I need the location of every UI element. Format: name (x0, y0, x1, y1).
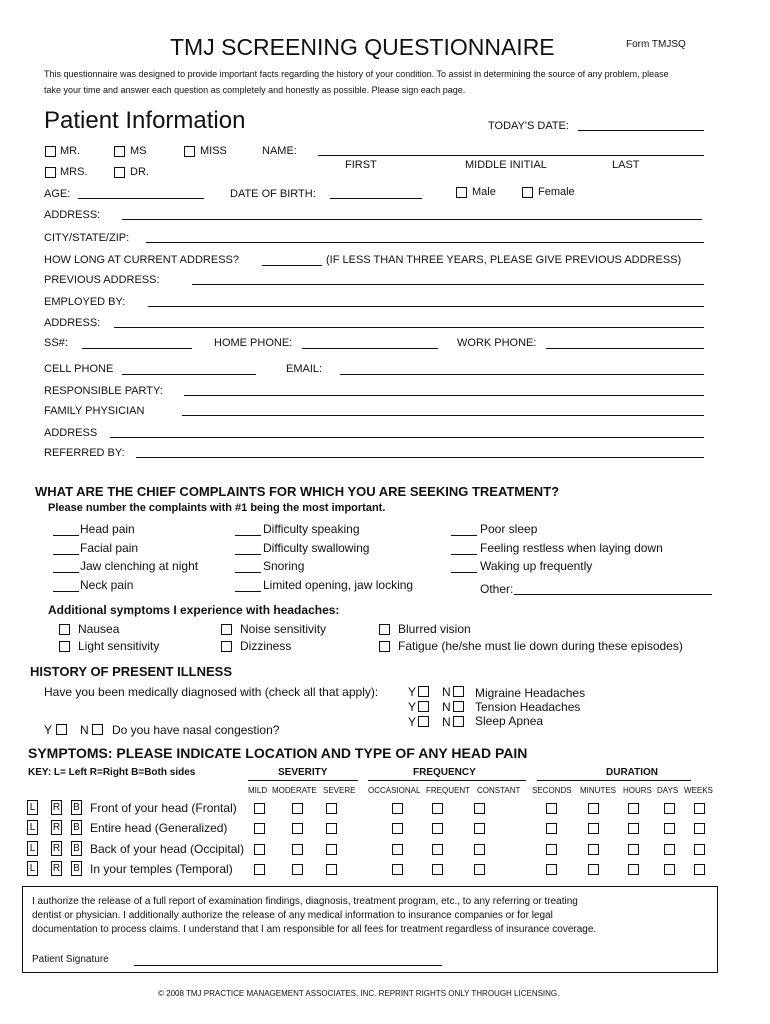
responsible-field[interactable] (184, 395, 704, 396)
complaint-blank[interactable] (53, 554, 79, 555)
address-label: ADDRESS: (44, 209, 101, 221)
side-l-box[interactable]: L (27, 800, 38, 815)
how-long-field[interactable] (262, 265, 322, 266)
symptom-checkbox[interactable] (474, 823, 485, 834)
symptom-checkbox[interactable] (588, 864, 599, 875)
ss-label: SS#: (44, 337, 68, 349)
dizziness-checkbox[interactable] (221, 641, 232, 652)
n-label: N (80, 723, 89, 737)
symptom-checkbox[interactable] (326, 823, 337, 834)
physician-label: FAMILY PHYSICIAN (44, 405, 145, 417)
nausea-label: Nausea (78, 622, 120, 636)
complaint-blank[interactable] (53, 591, 79, 592)
side-r-box[interactable]: R (52, 822, 61, 833)
symptom-checkbox[interactable] (694, 823, 705, 834)
tension-yes-checkbox[interactable] (418, 701, 429, 712)
male-checkbox[interactable] (456, 187, 467, 198)
name-middle-caption: MIDDLE INITIAL (465, 159, 547, 171)
title-ms-checkbox[interactable] (114, 146, 125, 157)
y-label: Y (408, 685, 417, 699)
col-minutes: MINUTES (580, 786, 616, 795)
symptom-location-label: Front of your head (Frontal) (90, 801, 237, 815)
prev-address-field[interactable] (192, 284, 704, 285)
migraine-no-checkbox[interactable] (453, 686, 464, 697)
severity-underline (248, 780, 358, 781)
blurred-vision-checkbox[interactable] (379, 624, 390, 635)
dob-field[interactable] (330, 198, 422, 199)
city-field[interactable] (146, 242, 704, 243)
side-r-box[interactable]: R (52, 843, 61, 854)
intro-line-2: take your time and answer each question as completely and honestly as possible. Please sign each page. (44, 85, 466, 95)
diagnosed-question: Have you been medically diagnosed with (check all that apply): (44, 685, 379, 699)
symptom-checkbox[interactable] (254, 823, 265, 834)
symptom-checkbox[interactable] (392, 823, 403, 834)
ss-field[interactable] (82, 348, 192, 349)
symptom-checkbox[interactable] (628, 844, 639, 855)
noise-sensitivity-label: Noise sensitivity (240, 622, 327, 636)
nasal-no-checkbox[interactable] (92, 724, 103, 735)
history-title: HISTORY OF PRESENT ILLNESS (30, 664, 233, 679)
symptom-checkbox[interactable] (392, 844, 403, 855)
title-mr-checkbox[interactable] (45, 146, 56, 157)
col-moderate: MODERATE (272, 786, 317, 795)
complaint-label: Difficulty swallowing (263, 541, 370, 555)
symptom-location-label: Back of your head (Occipital) (90, 842, 245, 856)
complaint-label: Facial pain (80, 541, 139, 555)
complaint-blank[interactable] (53, 535, 79, 536)
symptom-checkbox[interactable] (664, 844, 675, 855)
name-first-caption: FIRST (345, 159, 377, 171)
title-dr-label: DR. (130, 166, 149, 178)
side-r-box[interactable]: R (52, 802, 61, 813)
light-sensitivity-checkbox[interactable] (59, 641, 70, 652)
n-label: N (442, 715, 451, 729)
side-b-box[interactable]: B (71, 841, 82, 856)
diagnosis-label: Tension Headaches (475, 700, 581, 714)
address3-field[interactable] (110, 437, 704, 438)
symptom-checkbox[interactable] (292, 844, 303, 855)
col-mild: MILD (248, 786, 268, 795)
symptom-checkbox[interactable] (694, 844, 705, 855)
symptom-checkbox[interactable] (628, 803, 639, 814)
complaint-blank[interactable] (451, 572, 477, 573)
complaint-label: Jaw clenching at night (80, 559, 199, 573)
complaint-label: Feeling restless when laying down (480, 541, 663, 555)
intro-line-1: This questionnaire was designed to provide important facts regarding the history of your condition. To assist in determining the source of any problem, please (44, 69, 669, 79)
symptom-checkbox[interactable] (254, 864, 265, 875)
signature-field[interactable] (134, 965, 442, 966)
nasal-yes-checkbox[interactable] (56, 724, 67, 735)
complaint-blank[interactable] (451, 535, 477, 536)
symptom-location-label: In your temples (Temporal) (90, 862, 233, 876)
symptom-checkbox[interactable] (432, 844, 443, 855)
male-label: Male (472, 186, 496, 198)
col-frequent: FREQUENT (426, 786, 470, 795)
duration-header: DURATION (606, 767, 659, 778)
complaints-title: WHAT ARE THE CHIEF COMPLAINTS FOR WHICH YOU ARE SEEKING TREATMENT? (35, 484, 560, 499)
symptom-checkbox[interactable] (432, 823, 443, 834)
side-b-box[interactable]: B (71, 800, 82, 815)
home-phone-label: HOME PHONE: (214, 337, 293, 349)
todays-date-field[interactable] (578, 130, 704, 131)
col-occasional: OCCASIONAL (368, 786, 421, 795)
col-seconds: SECONDS (532, 786, 572, 795)
symptom-checkbox[interactable] (292, 864, 303, 875)
side-r-box[interactable]: R (52, 863, 61, 874)
symptom-checkbox[interactable] (432, 864, 443, 875)
complaint-label: Poor sleep (480, 522, 538, 536)
copyright-footer: © 2008 TMJ PRACTICE MANAGEMENT ASSOCIATES, INC. REPRINT RIGHTS ONLY THROUGH LICENSING. (158, 989, 560, 998)
prev-address-label: PREVIOUS ADDRESS: (44, 274, 160, 286)
side-l-box[interactable]: L (27, 841, 38, 856)
how-long-note: (IF LESS THAN THREE YEARS, PLEASE GIVE PREVIOUS ADDRESS) (326, 254, 682, 266)
y-label: Y (408, 700, 417, 714)
page-title: TMJ SCREENING QUESTIONNAIRE (170, 34, 555, 60)
responsible-label: RESPONSIBLE PARTY: (44, 385, 163, 397)
complaint-label: Neck pain (80, 578, 134, 592)
symptom-checkbox[interactable] (326, 844, 337, 855)
referred-field[interactable] (136, 457, 704, 458)
diagnosis-label: Sleep Apnea (475, 714, 544, 728)
symptom-checkbox[interactable] (546, 844, 557, 855)
symptom-checkbox[interactable] (326, 864, 337, 875)
symptom-checkbox[interactable] (546, 864, 557, 875)
employed-field[interactable] (148, 306, 704, 307)
address-field[interactable] (122, 219, 702, 220)
complaint-blank[interactable] (53, 572, 79, 573)
frequency-header: FREQUENCY (413, 767, 476, 778)
fatigue-checkbox[interactable] (379, 641, 390, 652)
nasal-question: Do you have nasal congestion? (112, 723, 280, 737)
complaint-blank[interactable] (235, 572, 261, 573)
symptom-checkbox[interactable] (546, 803, 557, 814)
title-dr-checkbox[interactable] (114, 167, 125, 178)
complaint-label: Limited opening, jaw locking (263, 578, 414, 592)
employed-label: EMPLOYED BY: (44, 296, 126, 308)
form-code: Form TMJSQ (626, 39, 686, 50)
symptom-checkbox[interactable] (694, 864, 705, 875)
symptom-checkbox[interactable] (254, 803, 265, 814)
symptom-checkbox[interactable] (664, 803, 675, 814)
side-b-box[interactable]: B (71, 820, 82, 835)
symptom-checkbox[interactable] (628, 823, 639, 834)
fatigue-label: Fatigue (he/she must lie down during these episodes) (398, 639, 683, 653)
complaint-other-field[interactable] (514, 594, 712, 595)
n-label: N (442, 700, 451, 714)
complaint-blank[interactable] (235, 535, 261, 536)
female-checkbox[interactable] (522, 187, 533, 198)
complaint-label: Difficulty speaking (263, 522, 360, 536)
complaint-blank[interactable] (235, 554, 261, 555)
symptom-checkbox[interactable] (588, 844, 599, 855)
side-l-box[interactable]: L (27, 820, 38, 835)
complaint-blank[interactable] (451, 554, 477, 555)
col-days: DAYS (657, 786, 679, 795)
y-label: Y (44, 723, 53, 737)
home-phone-field[interactable] (302, 348, 438, 349)
migraine-yes-checkbox[interactable] (418, 686, 429, 697)
address3-label: ADDRESS (44, 427, 98, 439)
address2-label: ADDRESS: (44, 317, 101, 329)
severity-header: SEVERITY (278, 767, 328, 778)
dizziness-label: Dizziness (240, 639, 292, 653)
cell-label: CELL PHONE (44, 363, 114, 375)
nausea-checkbox[interactable] (59, 624, 70, 635)
symptom-checkbox[interactable] (474, 844, 485, 855)
city-label: CITY/STATE/ZIP: (44, 232, 130, 244)
title-ms-label: MS (130, 145, 147, 157)
symptom-checkbox[interactable] (546, 823, 557, 834)
symptom-checkbox[interactable] (432, 803, 443, 814)
email-label: EMAIL: (286, 363, 323, 375)
work-phone-label: WORK PHONE: (457, 337, 537, 349)
symptom-checkbox[interactable] (326, 803, 337, 814)
name-field[interactable] (318, 155, 704, 156)
symptom-checkbox[interactable] (628, 864, 639, 875)
complaint-label: Waking up frequently (480, 559, 593, 573)
symptom-checkbox[interactable] (392, 864, 403, 875)
title-mrs-label: MRS. (60, 166, 88, 178)
address2-field[interactable] (114, 327, 704, 328)
how-long-label: HOW LONG AT CURRENT ADDRESS? (44, 254, 239, 266)
cell-field[interactable] (122, 374, 256, 375)
physician-field[interactable] (182, 415, 704, 416)
female-label: Female (538, 186, 575, 198)
n-label: N (442, 685, 451, 699)
signature-label: Patient Signature (32, 954, 109, 965)
symptoms-title: SYMPTOMS: PLEASE INDICATE LOCATION AND TYPE OF ANY HEAD PAIN (28, 745, 528, 761)
symptom-checkbox[interactable] (474, 803, 485, 814)
symptom-location-label: Entire head (Generalized) (90, 821, 228, 835)
symptom-checkbox[interactable] (588, 803, 599, 814)
blurred-vision-label: Blurred vision (398, 622, 471, 636)
headache-symptoms-title: Additional symptoms I experience with headaches: (48, 603, 340, 617)
complaint-label: Head pain (80, 522, 135, 536)
title-miss-checkbox[interactable] (184, 146, 195, 157)
title-miss-label: MISS (200, 145, 227, 157)
sleep-apnea-no-checkbox[interactable] (453, 716, 464, 727)
name-label: NAME: (262, 145, 297, 157)
age-label: AGE: (44, 188, 71, 200)
duration-underline (537, 780, 691, 781)
referred-label: REFERRED BY: (44, 447, 125, 459)
todays-date-label: TODAY'S DATE: (488, 120, 569, 132)
col-constant: CONSTANT (477, 786, 521, 795)
side-b-box[interactable]: B (71, 861, 82, 876)
symptom-checkbox[interactable] (664, 864, 675, 875)
auth-line-1: I authorize the release of a full report of examination findings, diagnosis, treatment program, etc., to any referring or treating (32, 896, 578, 907)
section-title-patient-info: Patient Information (44, 107, 246, 134)
col-hours: HOURS (623, 786, 652, 795)
col-severe: SEVERE (323, 786, 356, 795)
symptoms-key: KEY: L= Left R=Right B=Both sides (28, 767, 196, 778)
symptom-checkbox[interactable] (694, 803, 705, 814)
y-label: Y (408, 715, 417, 729)
tension-no-checkbox[interactable] (453, 701, 464, 712)
complaints-subtitle: Please number the complaints with #1 being the most important. (48, 502, 386, 514)
frequency-underline (368, 780, 526, 781)
symptom-checkbox[interactable] (392, 803, 403, 814)
auth-line-2: dentist or physician. I additionally authorize the release of any medical information to insurance companies or for legal (32, 910, 553, 921)
diagnosis-label: Migraine Headaches (475, 686, 586, 700)
col-weeks: WEEKS (684, 786, 713, 795)
work-phone-field[interactable] (546, 348, 704, 349)
sleep-apnea-yes-checkbox[interactable] (418, 716, 429, 727)
side-l-box[interactable]: L (27, 861, 38, 876)
name-last-caption: LAST (612, 159, 640, 171)
symptom-checkbox[interactable] (588, 823, 599, 834)
age-field[interactable] (78, 198, 204, 199)
noise-sensitivity-checkbox[interactable] (221, 624, 232, 635)
symptom-checkbox[interactable] (292, 803, 303, 814)
symptom-checkbox[interactable] (664, 823, 675, 834)
symptom-checkbox[interactable] (474, 864, 485, 875)
title-mr-label: MR. (60, 145, 81, 157)
email-field[interactable] (340, 374, 704, 375)
title-mrs-checkbox[interactable] (45, 167, 56, 178)
symptom-checkbox[interactable] (292, 823, 303, 834)
dob-label: DATE OF BIRTH: (230, 188, 316, 200)
complaint-label: Snoring (263, 559, 305, 573)
auth-line-3: documentation to process claims. I understand that I am responsible for all fees for treatment regardless of insurance coverage. (32, 924, 597, 935)
complaint-blank[interactable] (235, 591, 261, 592)
symptom-checkbox[interactable] (254, 844, 265, 855)
complaint-other-label: Other: (480, 582, 514, 596)
light-sensitivity-label: Light sensitivity (78, 639, 160, 653)
